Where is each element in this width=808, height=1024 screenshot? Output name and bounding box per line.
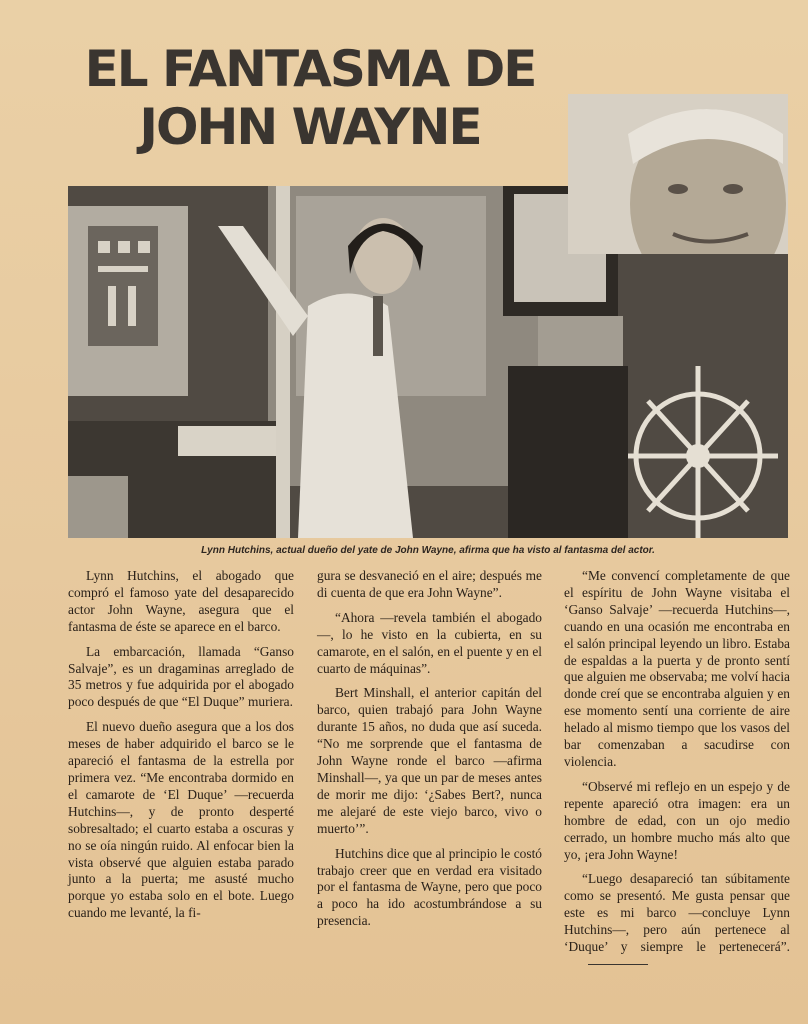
paragraph: Hutchins dice que al principio le costó trabajo creer que en verdad era visitado por el fantasma de Wayne, pero que poco a poco ha ido acostumbrándose a su presencia. — [317, 845, 542, 929]
paragraph: gura se desvaneció en el aire; después me di cuenta de que era John Wayne”. — [317, 568, 542, 600]
paragraph: “Ahora —revela también el abogado—, lo he visto en la cubierta, en su camarote, en el salón, en el puente y en el cuarto de máquinas”. — [317, 609, 542, 676]
paragraph: “Me convencí completamente de que el espíritu de John Wayne visitaba el ‘Ganso Salvaje’ —recuerda Hutchins—, cuando en una ocasión me encontraba en el salón principal leyendo un libro. Estaba de espaldas a la puerta y de pronto sentí que alguien me observaba; me volví hacia donde creí que se encontraba alguien y en ese momento sentí una corriente de aire helado al mismo tiempo que los vasos del bar comenzaban a sacudirse con violencia. — [564, 568, 790, 769]
paragraph: La embarcación, llamada “Ganso Salvaje”, es un dragaminas arreglado de 35 metros y fue adquirida por el abogado poco después de que “El Duque” muriera. — [68, 643, 294, 710]
photo-caption: Lynn Hutchins, actual dueño del yate de John Wayne, afirma que ha visto al fantasma del actor. — [201, 545, 655, 556]
paragraph: “Observé mi reflejo en un espejo y de repente apareció otra imagen: era un hombre de edad, con un ojo medio cerrado, un hombre mucho más alto que yo, ¡era John Wayne! — [564, 778, 790, 862]
text-column-1 — [68, 568, 294, 930]
portrait-illustration — [568, 94, 788, 254]
headline-line-1: EL FANTASMA DE — [84, 40, 536, 98]
text-column-2 — [317, 568, 542, 938]
paragraph: El nuevo dueño asegura que a los dos meses de haber adquirido el barco se le apareció el fantasma de la estrella por primera vez. “Me encontraba dormido en el camarote de ‘El Duque’ —recuerda Hutchins—, y de pronto desperté sobresaltado; el cuarto estaba a oscuras y no se oía ningún ruido. Al enfocar bien la vista observé que alguien estaba parado junto a la puerta; me asusté mucho porque yo estaba solo en el bote. Luego cuando me levanté, la fi- — [68, 719, 294, 921]
paragraph — [564, 871, 790, 972]
paragraph: Bert Minshall, el anterior capitán del barco, quien trabajó para John Wayne durante 15 años, no duda que así suceda. “No me sorprende que el fantasma de John Wayne ronde el barco —afirma Minshall—, ya que un par de meses antes de morir me dijo: ‘¿Sabes Bert?, nunca me alejaré de este viejo barco, vivo o muerto’”. — [317, 685, 542, 836]
paragraph-text: “Luego desapareció tan súbitamente como se presentó. Me gusta pensar que este es mi barco —concluye Lynn Hutchins—, pero aún pertenece al ‘Duque’ y siempre le pertenecerá”. — [564, 871, 790, 955]
paragraph: Lynn Hutchins, el abogado que compró el famoso yate del desaparecido actor John Wayne, asegura que el fantasma de éste se aparece en el barco. — [68, 568, 294, 634]
inset-portrait — [568, 94, 788, 254]
article-headline — [40, 40, 580, 156]
end-rule — [588, 964, 648, 965]
text-column-3 — [564, 568, 790, 981]
headline-line-2: JOHN WAYNE — [139, 98, 481, 156]
